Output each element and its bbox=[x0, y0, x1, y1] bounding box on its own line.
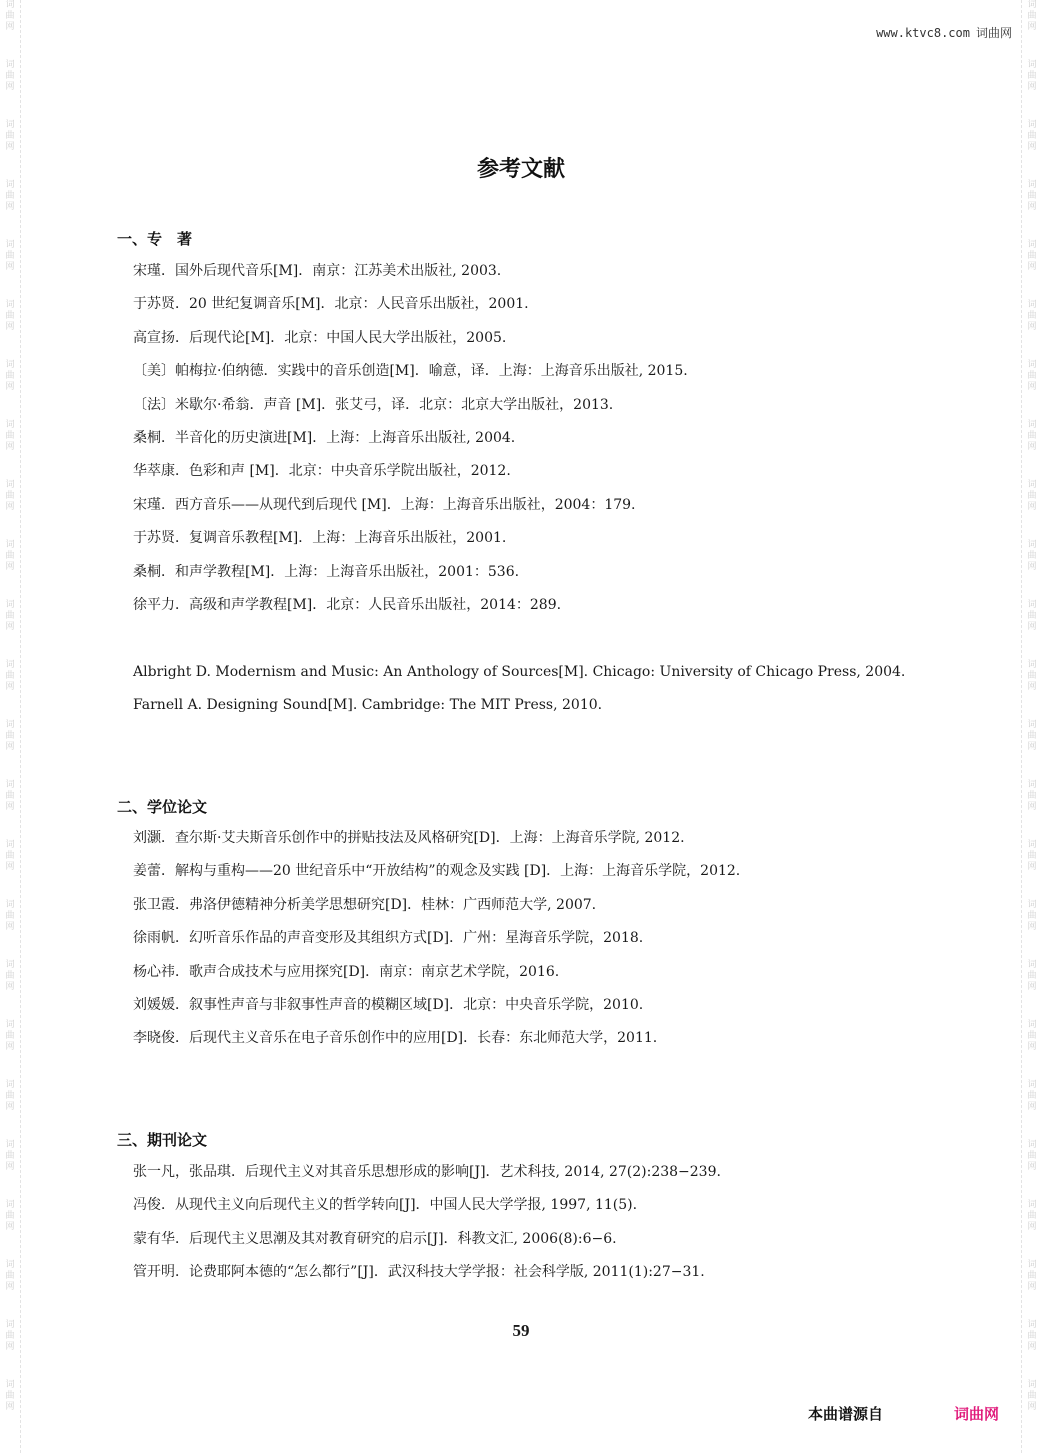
site-name: 词曲网 bbox=[975, 26, 1012, 40]
reference-entry: 桑桐．半音化的历史演进[M]．上海：上海音乐出版社, 2004. bbox=[133, 429, 516, 446]
reference-entry: 〔法〕米歇尔·希翁．声音 [M]．张艾弓，译．北京：北京大学出版社，2013. bbox=[133, 396, 614, 413]
watermark-mark: 词曲网 bbox=[1027, 660, 1037, 692]
watermark-mark: 词曲网 bbox=[5, 1260, 15, 1292]
reference-entry: 杨心祎．歌声合成技术与应用探究[D]．南京：南京艺术学院，2016. bbox=[133, 963, 560, 980]
watermark-mark: 词曲网 bbox=[1027, 180, 1037, 212]
watermark-mark: 词曲网 bbox=[5, 300, 15, 332]
watermark-mark: 词曲网 bbox=[1027, 1380, 1037, 1412]
watermark-mark: 词曲网 bbox=[1027, 1080, 1037, 1112]
watermark-mark: 词曲网 bbox=[1027, 240, 1037, 272]
watermark-mark: 词曲网 bbox=[5, 720, 15, 752]
watermark-mark: 词曲网 bbox=[5, 780, 15, 812]
reference-entry: 宋瑾．西方音乐——从现代到后现代 [M]．上海：上海音乐出版社，2004：179. bbox=[133, 496, 636, 513]
reference-entry: 华萃康．色彩和声 [M]．北京：中央音乐学院出版社，2012. bbox=[133, 463, 511, 480]
reference-entry: 徐雨帆．幻听音乐作品的声音变形及其组织方式[D]．广州：星海音乐学院，2018. bbox=[133, 930, 644, 947]
reference-entry: Farnell A. Designing Sound[M]. Cambridge: The MIT Press, 2010. bbox=[133, 697, 603, 714]
monographs-list bbox=[133, 255, 688, 622]
watermark-mark: 词曲网 bbox=[5, 60, 15, 92]
watermark-mark: 词曲网 bbox=[1027, 1260, 1037, 1292]
reference-entry: Albright D. Modernism and Music: An Anthology of Sources[M]. Chicago: University of Chicago Press, 2004. bbox=[133, 664, 906, 680]
page-number: 59 bbox=[512, 1321, 530, 1340]
watermark-mark: 词曲网 bbox=[5, 120, 15, 152]
watermark-mark: 词曲网 bbox=[1027, 120, 1037, 152]
watermark-mark: 词曲网 bbox=[5, 480, 15, 512]
watermark-mark: 词曲网 bbox=[1027, 1020, 1037, 1052]
section-heading-monographs: 一、专 著 bbox=[117, 230, 193, 248]
reference-entry: 徐平力．高级和声学教程[M]．北京：人民音乐出版社，2014：289. bbox=[133, 596, 562, 613]
watermark-mark: 词曲网 bbox=[5, 900, 15, 932]
reference-entry: 蒙有华．后现代主义思潮及其对教育研究的启示[J]．科教文汇, 2006(8):6−6. bbox=[133, 1230, 617, 1247]
watermark-mark: 词曲网 bbox=[5, 960, 15, 992]
watermark-mark: 词曲网 bbox=[1027, 60, 1037, 92]
reference-entry: 张卫霞．弗洛伊德精神分析美学思想研究[D]．桂林：广西师范大学, 2007. bbox=[133, 896, 597, 913]
watermark-mark: 词曲网 bbox=[5, 1080, 15, 1112]
section-heading-theses: 二、学位论文 bbox=[117, 798, 208, 816]
watermark-mark: 词曲网 bbox=[5, 840, 15, 872]
watermark-mark: 词曲网 bbox=[5, 1140, 15, 1172]
site-header bbox=[876, 24, 1012, 41]
site-url[interactable]: www.ktvc8.com bbox=[876, 26, 970, 40]
watermark-mark: 词曲网 bbox=[5, 1020, 15, 1052]
watermark-mark: 词曲网 bbox=[5, 1320, 15, 1352]
watermark-mark: 词曲网 bbox=[1027, 540, 1037, 572]
watermark-mark: 词曲网 bbox=[5, 420, 15, 452]
watermark-mark: 词曲网 bbox=[1027, 900, 1037, 932]
watermark-mark: 词曲网 bbox=[1027, 720, 1037, 752]
watermark-mark: 词曲网 bbox=[1027, 1200, 1037, 1232]
footer-brand-link[interactable]: 词曲网 bbox=[954, 1405, 1000, 1423]
watermark-mark: 词曲网 bbox=[5, 1380, 15, 1412]
watermark-mark: 词曲网 bbox=[5, 0, 15, 32]
watermark-mark: 词曲网 bbox=[5, 240, 15, 272]
theses-list bbox=[133, 822, 740, 1056]
watermark-mark: 词曲网 bbox=[5, 660, 15, 692]
reference-entry: 刘灏．查尔斯·艾夫斯音乐创作中的拼贴技法及风格研究[D]．上海：上海音乐学院, 2012. bbox=[133, 830, 685, 846]
watermark-mark: 词曲网 bbox=[1027, 480, 1037, 512]
journals-list bbox=[133, 1156, 721, 1290]
english-monographs-list bbox=[133, 656, 905, 723]
left-watermark-strip bbox=[0, 0, 21, 1453]
watermark-mark: 词曲网 bbox=[5, 1200, 15, 1232]
reference-entry: 刘媛媛．叙事性声音与非叙事性声音的模糊区域[D]．北京：中央音乐学院，2010. bbox=[133, 996, 644, 1013]
watermark-mark: 词曲网 bbox=[1027, 600, 1037, 632]
reference-entry: 于苏贤．复调音乐教程[M]．上海：上海音乐出版社，2001. bbox=[133, 530, 507, 547]
watermark-mark: 词曲网 bbox=[1027, 840, 1037, 872]
reference-entry: 桑桐．和声学教程[M]．上海：上海音乐出版社，2001：536. bbox=[133, 563, 520, 580]
watermark-mark: 词曲网 bbox=[1027, 360, 1037, 392]
watermark-mark: 词曲网 bbox=[1027, 960, 1037, 992]
reference-entry: 于苏贤．20 世纪复调音乐[M]．北京：人民音乐出版社，2001. bbox=[133, 296, 529, 313]
watermark-mark: 词曲网 bbox=[1027, 300, 1037, 332]
watermark-mark: 词曲网 bbox=[5, 540, 15, 572]
reference-entry: 冯俊．从现代主义向后现代主义的哲学转向[J]．中国人民大学学报, 1997, 11(5). bbox=[133, 1197, 638, 1214]
reference-entry: 宋瑾．国外后现代音乐[M]．南京：江苏美术出版社, 2003. bbox=[133, 263, 502, 279]
watermark-mark: 词曲网 bbox=[1027, 1140, 1037, 1172]
watermark-mark: 词曲网 bbox=[5, 180, 15, 212]
reference-entry: 张一凡，张品琪．后现代主义对其音乐思想形成的影响[J]．艺术科技, 2014, 27(2):238−239. bbox=[133, 1164, 721, 1180]
right-watermark-strip bbox=[1021, 0, 1042, 1453]
reference-entry: 管开明．论费耶阿本德的“怎么都行”[J]．武汉科技大学学报：社会科学版, 2011(1):27−31. bbox=[133, 1264, 705, 1281]
watermark-mark: 词曲网 bbox=[5, 600, 15, 632]
page-title: 参考文献 bbox=[476, 157, 565, 182]
reference-entry: 高宣扬．后现代论[M]．北京：中国人民大学出版社，2005. bbox=[133, 329, 507, 346]
reference-entry: 李晓俊．后现代主义音乐在电子音乐创作中的应用[D]．长春：东北师范大学，2011. bbox=[133, 1030, 658, 1047]
reference-entry: 〔美〕帕梅拉·伯纳德．实践中的音乐创造[M]．喻意，译．上海：上海音乐出版社, 2015. bbox=[133, 363, 688, 380]
watermark-mark: 词曲网 bbox=[1027, 780, 1037, 812]
watermark-mark: 词曲网 bbox=[1027, 0, 1037, 32]
watermark-mark: 词曲网 bbox=[5, 360, 15, 392]
section-heading-journals: 三、期刊论文 bbox=[117, 1131, 208, 1149]
watermark-mark: 词曲网 bbox=[1027, 420, 1037, 452]
watermark-mark: 词曲网 bbox=[1027, 1320, 1037, 1352]
reference-entry: 姜蕾．解构与重构——20 世纪音乐中“开放结构”的观念及实践 [D]．上海：上海音乐学院，2012. bbox=[133, 863, 741, 880]
footer-source-label: 本曲谱源自 bbox=[808, 1405, 884, 1423]
